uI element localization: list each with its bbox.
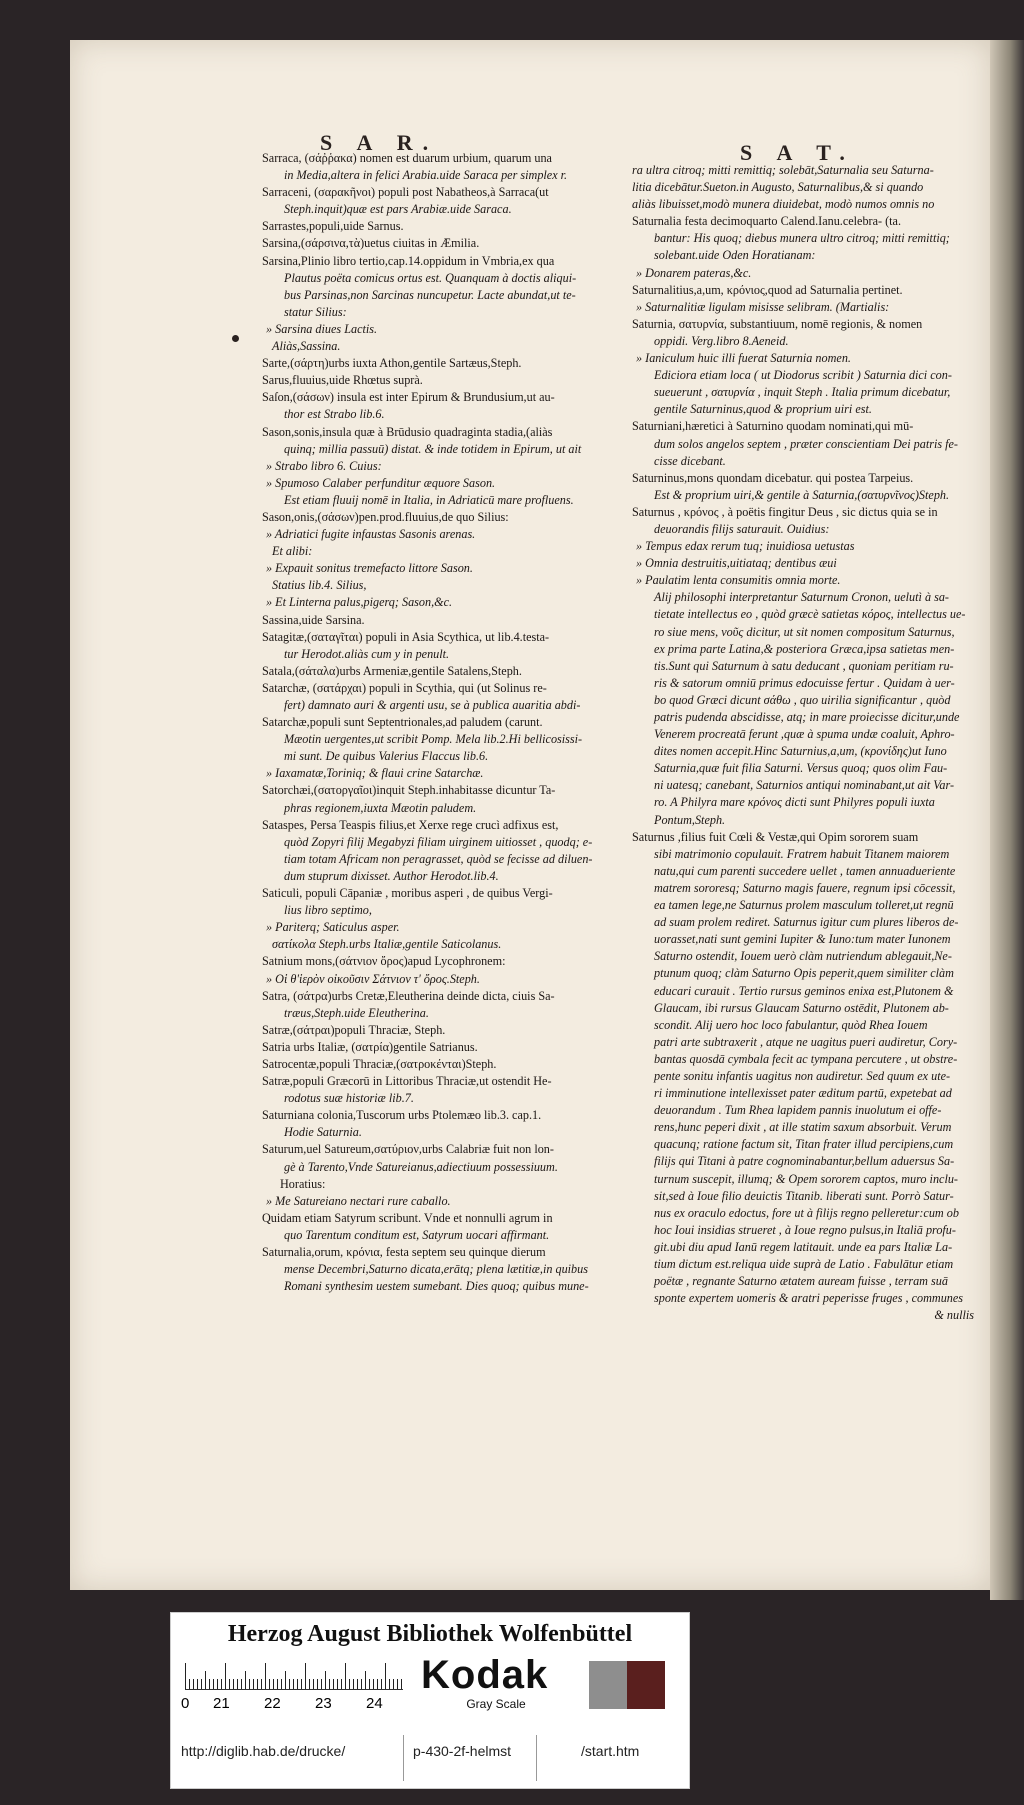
ruler-tick (293, 1679, 294, 1689)
entry-line: Satria urbs Italiæ, (σατρία)gentile Satrianus. (262, 1039, 478, 1054)
text-line: quo Tarentum conditum est, Satyrum uocari affirmant. (284, 1227, 550, 1242)
quote-line: » Tempus edax rerum tuq; inuidiosa uetustas (636, 539, 855, 554)
text-line: quinq; millia passuū) distat. & inde totidem in Epirum, ut ait (284, 441, 582, 456)
text-line: mi sunt. De quibus Valerius Flaccus lib.6. (284, 749, 489, 764)
entry-line: Sarsina,Plinio libro tertio,cap.14.oppidum in Vmbria,ex qua (262, 253, 555, 268)
ruler-tick (269, 1679, 270, 1689)
entry-line: Saturnalia,orum, κρόνια, festa septem seu quinque dierum (262, 1245, 546, 1259)
text-line: patris pudenda abscidisse, atq; in mare proiecisse dicitur,unde (654, 710, 960, 724)
text-line: nus ex oraculo edoctus, fore ut à filijs regno pelleretur:cum ob (654, 1205, 959, 1220)
quote-line: » Pariterq; Saticulus asper. (266, 920, 400, 935)
text-line: mense Decembri,Saturno dicata,erātq; plena lætitiæ,in quibus (284, 1262, 588, 1277)
text-line: uorasset,nati sunt gemini Iupiter & Iuno:tum mater Iunonem (654, 932, 951, 947)
ruler-tick (297, 1679, 298, 1689)
ruler-tick (221, 1679, 222, 1689)
entry-line: Satagitæ,(σαταγῖται) populi in Asia Scythica, ut lib.4.testa- (262, 629, 550, 644)
ruler-tick (389, 1679, 390, 1689)
text-line: tiam totam Africam non peragrasset, quòd se fecisse ad diluen- (284, 851, 593, 866)
text-line: rens,hunc peperi dixit , at ille statim saxum absorbuit. Verum (654, 1120, 952, 1135)
text-line: turnum suscepit, illumq; & Opem sororem captos, muro inclu- (654, 1171, 958, 1186)
url-suffix[interactable]: /start.htm (581, 1743, 640, 1759)
entry-line: Saturnus , κρόνος , à poëtis fingitur Deus , sic dictus quia se in (632, 504, 938, 519)
ruler-number: 23 (315, 1695, 332, 1712)
text-line: Statius lib.4. Silius, (272, 578, 367, 593)
entry-line: Satrocentæ,populi Thraciæ,(σατροκένται)Steph. (262, 1056, 497, 1071)
ruler-tick (213, 1679, 214, 1689)
text-line: bantas quosdā cymbala fecit ac tympana percutere , ut obstre- (654, 1051, 958, 1066)
ruler-tick (381, 1679, 382, 1689)
gray-swatch (589, 1661, 627, 1709)
ruler-tick (185, 1663, 186, 1689)
ruler-tick (321, 1679, 322, 1689)
entry-line: Sataspes, Persa Teaspis filius,et Xerxe rege crucì adfixus est, (262, 817, 559, 832)
ruler-tick (337, 1679, 338, 1689)
text-line: Horatius: (280, 1176, 326, 1191)
entry-line: Sason,onis,(σάσων)pen.prod.fluuius,de quo Silius: (262, 509, 509, 524)
ruler-tick (289, 1679, 290, 1689)
entry-line: Satræ,(σάτραι)populi Thraciæ, Steph. (262, 1022, 446, 1037)
text-line: in Media,altera in felici Arabia.uide Saraca per simplex r. (284, 168, 568, 183)
text-line: poëtæ , regnante Saturno ætatem auream fuisse , terram suā (654, 1274, 948, 1289)
quote-line: » Ianiculum huic illi fuerat Saturnia nomen. (636, 351, 851, 366)
entry-line: Sarrastes,populi,uide Sarnus. (262, 219, 404, 234)
text-line: tur Herodot.aliàs cum y in penult. (284, 646, 450, 661)
ruler-tick (241, 1679, 242, 1689)
entry-line: Sarus,fluuius,uide Rhœtus suprà. (262, 373, 423, 388)
left-column-header: S A R. (320, 130, 439, 155)
text-line: natu,qui cum parenti succedere uellet , tamen annuadueriente (654, 863, 956, 878)
text-line: scondit. Alij uero hoc loco fabulantur, quòd Rhea Iouem (654, 1017, 928, 1032)
ruler-tick (285, 1671, 286, 1689)
ruler-tick (273, 1679, 274, 1689)
ruler-tick (365, 1671, 366, 1689)
text-line: statur Silius: (284, 304, 347, 319)
text-line: litia dicebātur.Sueton.in Augusto, Saturnalibus,& si quando (632, 180, 924, 195)
text-line: sibi matrimonio copulauit. Fratrem habuit Titanem maiorem (654, 846, 950, 861)
quote-line: » Iaxamatæ,Toriniq; & flaui crine Satarchæ. (266, 766, 484, 781)
entry-line: Satarchæ,populi sunt Septentrionales,ad paludem (carunt. (262, 715, 543, 730)
text-line: ex prima parte Latina,& posteriora Græca,ipsa satietas men- (654, 641, 955, 656)
entry-line: Satala,(σάταλα)urbs Armeniæ,gentile Satalens,Steph. (262, 663, 522, 678)
text-line: matrem sororesq; Saturno magis fauere, regnum ipsi cōcessit, (654, 880, 956, 895)
text-line: sponte expertem uomeris & aratri peperisse fruges , communes (654, 1291, 964, 1306)
entry-line: Saturninus,mons quondam dicebatur. qui postea Tarpeius. (632, 470, 914, 485)
text-line: patri arte subtraxerit , atque ne uagitus pueri audiretur, Cory- (654, 1034, 958, 1049)
ruler-tick (277, 1679, 278, 1689)
url-identifier[interactable]: p-430-2f-helmst (413, 1743, 512, 1759)
text-line: træus,Steph.uide Eleutherina. (284, 1005, 429, 1020)
text-line: bantur: His quoq; diebus munera ultro citroq; mitti remittiq; (654, 231, 950, 246)
dark-swatch (627, 1661, 665, 1709)
text-line: tietate intellectus eo , quòd græcè satietas κόρος, intellectus ue- (654, 607, 966, 622)
measurement-ruler (185, 1663, 403, 1690)
ruler-tick (305, 1663, 306, 1689)
entry-line: Sarte,(σάρτη)urbs iuxta Athon,gentile Sartæus,Steph. (262, 356, 522, 371)
left-column-text (262, 150, 620, 1295)
text-line: deuorandum . Tum Rhea lapidem pannis inuolutum ei offe- (654, 1103, 942, 1118)
text-line: ad suam prolem rediret. Saturnus igitur cum plures liberos de- (654, 915, 959, 930)
text-line: lius libro septimo, (284, 903, 372, 918)
text-line: ro siue mens, νοῦς dicitur, ut sit nomen compositum Saturnus, (654, 624, 955, 639)
ruler-tick (233, 1679, 234, 1689)
text-line: phras regionem,iuxta Mæotin paludem. (284, 800, 477, 815)
ruler-tick (229, 1679, 230, 1689)
text-line: solebant.uide Oden Horatianam: (654, 248, 816, 263)
ruler-tick (309, 1679, 310, 1689)
separator (403, 1735, 404, 1781)
ruler-tick (373, 1679, 374, 1689)
kodak-brand: Kodak (421, 1653, 549, 1697)
ruler-tick (265, 1663, 266, 1689)
ruler-tick (401, 1679, 402, 1689)
text-line: Glaucam, ibi rursus Glaucam Saturno ostēdit, Plutonem ab- (654, 1000, 949, 1015)
text-line: educari curauit . Tertio rursus geminos enixa est,Plutonem & (654, 983, 954, 998)
text-line: dites nomen accepit.Hinc Saturnius,a,um, (κρονίδης)ut Iuno (654, 744, 947, 759)
kodak-logo (421, 1653, 571, 1711)
text-line: deuorandis filijs saturauit. Ouidius: (654, 521, 830, 536)
entry-line: Satnium mons,(σάτνιον ὄρος)apud Lycophronem: (262, 954, 506, 969)
text-line: Romani synthesim uestem sumebant. Dies quoq; quibus mune- (284, 1279, 589, 1294)
text-line: hoc Ioui insidias strueret , à Ioue regno pulsus,in Italiā profu- (654, 1222, 956, 1237)
text-line: git.ubi diu apud Ianū regem latitauit. unde ea pars Italiæ La- (654, 1239, 953, 1254)
entry-line: Sarraca, (σάῤῥακα) nomen est duarum urbium, quarum una (262, 151, 552, 165)
ruler-tick (361, 1679, 362, 1689)
text-line: bo quod Græci dicunt σάθω , quo uirilia significantur , quòd (654, 692, 951, 707)
text-line: aliàs libuisset,modò munera diuidebat, modò numos omnis no (632, 197, 935, 212)
right-column-header: S A T. (740, 140, 855, 165)
margin-mark (232, 335, 239, 342)
ruler-tick (209, 1679, 210, 1689)
ruler-tick (245, 1671, 246, 1689)
ruler-tick (397, 1679, 398, 1689)
gray-scale-caption: Gray Scale (466, 1697, 526, 1711)
text-line: Mæotin uergentes,ut scribit Pomp. Mela lib.2.Hi bellicosissi- (284, 732, 583, 747)
quote-line: » Expauit sonitus tremefacto littore Sason. (266, 561, 473, 576)
library-calibration-label (170, 1612, 690, 1789)
ruler-tick (193, 1679, 194, 1689)
quote-line: » Spumoso Calaber perfunditur æquore Sason. (266, 475, 496, 490)
ruler-number: 21 (213, 1695, 230, 1712)
entry-line: Sassina,uide Sarsina. (262, 612, 365, 627)
text-line: ra ultra citroq; mitti remittiq; solebāt,Saturnalia seu Saturna- (632, 163, 934, 177)
quote-line: » Adriatici fugite infaustas Sasonis arenas. (266, 527, 476, 542)
ruler-number: 22 (264, 1695, 281, 1712)
text-line: Plautus poëta comicus ortus est. Quanquam à doctis aliqui- (284, 270, 577, 285)
ruler-tick (301, 1679, 302, 1689)
text-line: quacunq; ratione factum sit, Titan frater illud percipiens,cum (654, 1137, 954, 1152)
entry-line: Quidam etiam Satyrum scribunt. Vnde et nonnulli agrum in (262, 1210, 553, 1225)
quote-line: » Saturnalitiæ ligulam misisse selibram. (Martialis: (636, 299, 890, 314)
ruler-tick (253, 1679, 254, 1689)
text-line: quòd Zopyri filij Megabyzi filiam uirginem uitiosset , quodq; e- (284, 834, 593, 849)
entry-line: Saturnalia festa decimoquarto Calend.Ianu.celebra- (ta. (632, 214, 902, 229)
entry-line: Sarsina,(σάρσινα,τὰ)uetus ciuitas in Æmilia. (262, 236, 480, 251)
text-line: Saturnia,quæ fuit filia Saturni. Versus quoq; quos olim Fau- (654, 761, 948, 776)
text-line: gè à Tarento,Vnde Satureianus,adiectiuum possessiuum. (284, 1159, 558, 1174)
text-line: Est & proprium uiri,& gentile à Saturnia,(σατυρνῖνος)Steph. (654, 487, 950, 502)
ruler-tick (385, 1663, 386, 1689)
text-line: cisse dicebant. (654, 453, 726, 468)
text-line: Est etiam fluuij nomē in Italia, in Adriaticū mare profluens. (284, 492, 574, 507)
ruler-tick (281, 1679, 282, 1689)
ruler-tick (257, 1679, 258, 1689)
ruler-tick (393, 1679, 394, 1689)
text-line: ri imminutione intellexisset pater æditum partū, expetebat ad (654, 1086, 952, 1101)
entry-line: Saturum,uel Satureum,σατύριον,urbs Calabriæ fuit non lon- (262, 1142, 554, 1157)
text-line: Venerem procreatā ferunt ,quæ à spuma undæ coaluit, Aphro- (654, 727, 955, 742)
text-line: ptunum quoq; clàm Saturno Opis peperit,quem similiter clàm (654, 966, 954, 981)
ruler-tick (333, 1679, 334, 1689)
text-line: & nullis (934, 1308, 974, 1323)
ruler-tick (217, 1679, 218, 1689)
ruler-tick (261, 1679, 262, 1689)
entry-line: Saturniani,hæretici à Saturnino quodam nominati,qui mū- (632, 419, 914, 434)
text-line: filijs qui Titani à patre cognominabantur,bellum aduersus Sa- (654, 1154, 955, 1169)
text-line: bus Parsinas,non Sarcinas nuncupetur. Lacte abundat,ut te- (284, 287, 576, 302)
text-line: ea tamen lege,ne Saturnus prolem masculum tolleret,ut regnū (654, 898, 954, 913)
entry-line: Satræ,populi Græcorū in Littoribus Thraciæ,ut ostendit He- (262, 1074, 552, 1089)
text-line: rodotus suæ historiæ lib.7. (284, 1091, 414, 1106)
ruler-tick (341, 1679, 342, 1689)
entry-line: Saturnia, σατυρνία, substantiuum, nomē regionis, & nomen (632, 316, 923, 331)
text-line: pente sonitu infantis uagitus non audiretur. Sed quum ex ute- (654, 1068, 951, 1083)
ruler-tick (353, 1679, 354, 1689)
ruler-tick (369, 1679, 370, 1689)
entry-line: Saturniana colonia,Tuscorum urbs Ptolemæo lib.3. cap.1. (262, 1108, 542, 1123)
text-line: σατίκολα Steph.urbs Italiæ,gentile Saticolanus. (272, 937, 502, 952)
entry-line: Satarchæ, (σατάρχαι) populi in Scythia, qui (ut Solinus re- (262, 680, 547, 695)
quote-line: » Strabo libro 6. Cuius: (266, 458, 382, 473)
ruler-tick (345, 1663, 346, 1689)
ruler-tick (313, 1679, 314, 1689)
ruler-tick (325, 1671, 326, 1689)
text-line: sit,sed à Ioue filio deuictis Titanib. liberati sunt. Porrò Satur- (654, 1188, 954, 1203)
text-line: sueuerunt , σατυρνία , inquit Steph . Italia primum dicebatur, (654, 385, 951, 400)
ruler-tick (349, 1679, 350, 1689)
text-line: Aliàs,Sassina. (272, 339, 341, 354)
entry-line: Satra, (σάτρα)urbs Cretæ,Eleutherina deinde dicta, ciuis Sa- (262, 988, 555, 1003)
text-line: gentile Saturninus,quod & proprium uiri est. (654, 402, 872, 417)
ruler-tick (317, 1679, 318, 1689)
entry-line: Satorchæi,(σατοργαῖοι)inquit Steph.inhabitasse dicuntur Ta- (262, 783, 556, 798)
url-link[interactable]: http://diglib.hab.de/drucke/ (181, 1743, 346, 1759)
ruler-tick (249, 1679, 250, 1689)
quote-line: » Οἱ θ'ἱερὸν οἰκοῦσιν Σάτνιον τ' ὄρος.Steph. (266, 971, 480, 986)
quote-line: » Et Linterna palus,pigerq; Sason,&c. (266, 595, 453, 610)
entry-line: Saſon,(σάσων) insula est inter Epirum & Brundusium,ut au- (262, 390, 555, 405)
ruler-tick (189, 1679, 190, 1689)
quote-line: » Omnia destruitis,uitiataq; dentibus æui (636, 556, 837, 571)
text-line: Saturno ostendit, Iouem uerò clàm nutriendum ablegauit,Ne- (654, 949, 952, 964)
entry-line: Sason,sonis,insula quæ à Brūdusio quadraginta stadia,(aliàs (262, 424, 553, 439)
library-name: Herzog August Bibliothek Wolfenbüttel (227, 1621, 633, 1647)
text-line: thor est Strabo lib.6. (284, 407, 385, 422)
quote-line: » Sarsina diues Lactis. (266, 321, 378, 336)
text-line: ro. A Philyra mare κρόνος dicti sunt Philyres populi iuxta (654, 795, 935, 810)
text-line: tium dictum est.reliqua uide suprà de Latio . Fabulātur etiam (654, 1257, 954, 1271)
ruler-number: 24 (366, 1695, 383, 1712)
entry-line: Sarraceni, (σαρακῆνοι) populi post Nabatheos,à Sarraca(ut (262, 185, 549, 200)
text-line: oppidi. Verg.libro 8.Aeneid. (654, 333, 789, 348)
ruler-tick (329, 1679, 330, 1689)
right-column-text (632, 162, 984, 1324)
text-line: Alij philosophi interpretantur Saturnum Cronon, uelutì à sa- (654, 590, 949, 605)
ruler-number: 0 (181, 1695, 190, 1712)
text-line: dum solos angelos septem , præter conscientiam Dei patris fe- (654, 436, 958, 451)
quote-line: » Donarem pateras,&c. (636, 265, 752, 280)
text-line: Hodie Saturnia. (284, 1125, 362, 1140)
ruler-tick (205, 1671, 206, 1689)
ruler-tick (377, 1679, 378, 1689)
ruler-tick (225, 1663, 226, 1689)
text-line: tis.Sunt qui Saturnum à satu deducant , quoniam peritiam ru- (654, 658, 954, 673)
entry-line: Saticuli, populi Cāpaniæ , moribus asperi , de quibus Vergi- (262, 886, 553, 901)
ruler-tick (237, 1679, 238, 1689)
entry-line: Saturnalitius,a,um, κρόνιος,quod ad Saturnalia pertinet. (632, 282, 903, 297)
text-line: fert) damnato auri & argenti usu, se à publica auaritia abdi- (284, 698, 581, 712)
text-line: dum stuprum dixisset. Author Herodot.lib.4. (284, 868, 499, 883)
ruler-tick (357, 1679, 358, 1689)
quote-line: » Me Satureiano nectari rure caballo. (266, 1193, 451, 1208)
ruler-tick (201, 1679, 202, 1689)
separator (536, 1735, 537, 1781)
page-edge (990, 40, 1024, 1600)
text-line: Et alibi: (272, 544, 313, 559)
text-line: ris & satorum omniū primus edocuisse fertur . Quidam à uer- (654, 675, 955, 690)
text-line: Steph.inquit)quæ est pars Arabiæ.uide Saraca. (284, 202, 512, 217)
text-line: Ediciora etiam loca ( ut Diodorus scribit ) Saturnia dici con- (654, 368, 952, 383)
entry-line: Saturnus ,filius fuit Cœli & Vestæ,qui Opim sororem suam (632, 829, 919, 844)
quote-line: » Paulatim lenta consumitis omnia morte. (636, 573, 841, 588)
ruler-tick (197, 1679, 198, 1689)
text-line: Pontum,Steph. (654, 812, 726, 827)
text-line: ni uatesq; canebant, Saturnios antiqui nominabant,ut ait Var- (654, 778, 955, 793)
